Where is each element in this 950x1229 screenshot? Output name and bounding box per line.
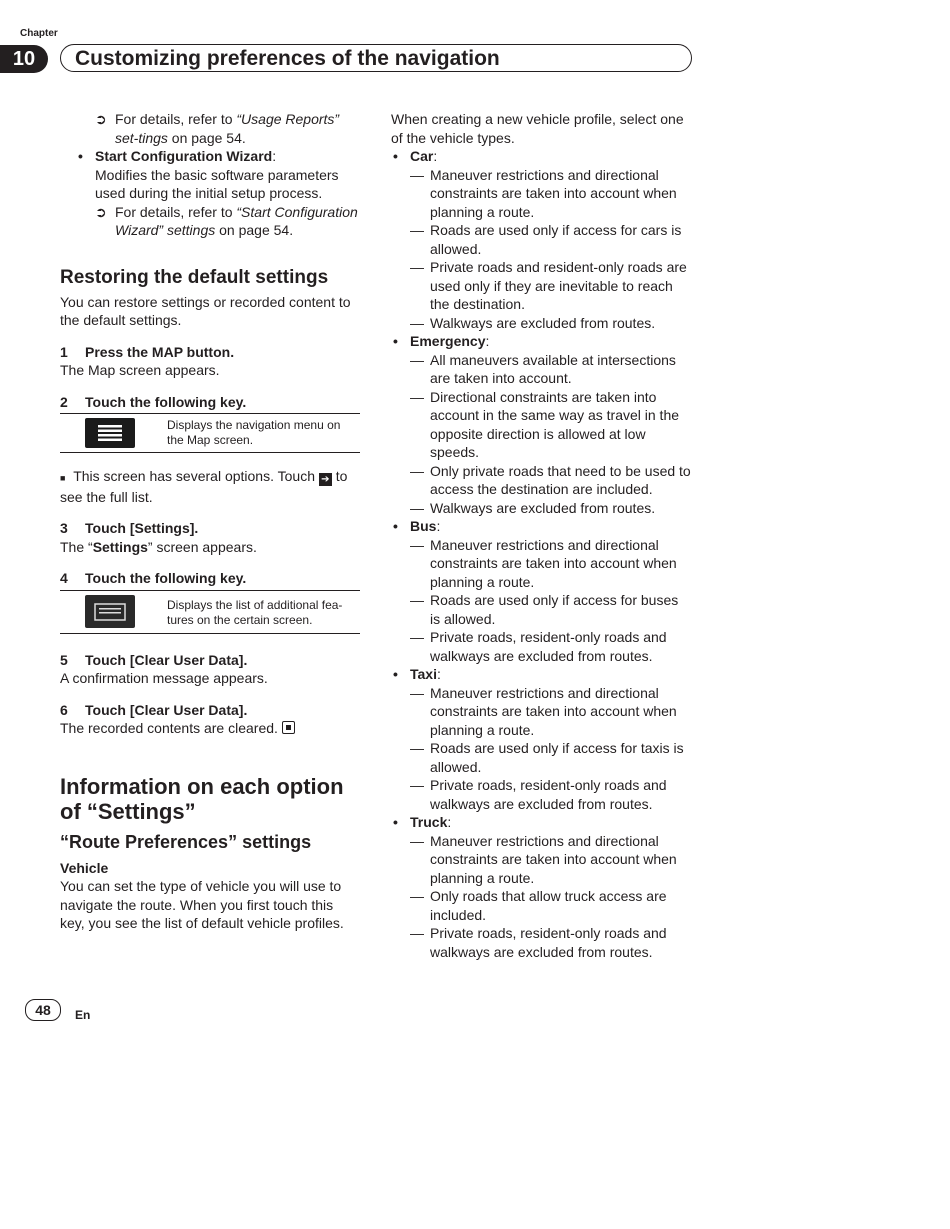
step-3-result: The “Settings” screen appears. — [60, 538, 257, 555]
dash-marker: — — [410, 740, 424, 756]
vehicle-constraint-text: All maneuvers available at intersections are taken into account. — [430, 351, 676, 386]
note-several-options: ■ This screen has several options. Touch ➔ to see the full list. — [60, 468, 348, 505]
reference-start-configuration-wizard: ➲ For details, refer to “Start Configuration Wizard” settings on page 54. — [95, 203, 358, 238]
vehicle-description: You can set the type of vehicle you will use to navigate the route. When you first touch this key, you see the list of default vehicle profiles. — [60, 878, 344, 931]
vehicle-type-name: Truck — [410, 814, 448, 830]
vehicle-constraint-item — [391, 536, 691, 592]
dash-marker: — — [410, 684, 424, 701]
bullet-dot-icon: • — [393, 814, 398, 830]
additional-features-key-icon[interactable] — [85, 595, 135, 628]
vehicle-type-item: • Car: — [393, 148, 438, 164]
bullet-dot-icon: • — [393, 333, 398, 349]
dash-marker: — — [410, 832, 424, 849]
step-6: 6 Touch [Clear User Data]. — [60, 701, 248, 718]
vehicle-constraint-text: Maneuver restrictions and directional constraints are taken into account when planning a route. — [430, 166, 677, 220]
left-column — [60, 110, 360, 933]
vehicle-constraint-item — [391, 499, 691, 518]
vehicle-intro: When creating a new vehicle profile, select one of the vehicle types. — [391, 111, 684, 146]
vehicle-constraint-text: Roads are used only if access for cars is allowed. — [430, 222, 682, 257]
chapter-number-tab: 10 — [0, 45, 48, 73]
chapter-title-box — [60, 44, 692, 72]
key-table-additional — [60, 590, 360, 634]
bullet-dot-icon: • — [78, 148, 83, 164]
vehicle-type-name: Car — [410, 148, 434, 164]
dash-marker: — — [410, 777, 424, 793]
step-5: 5 Touch [Clear User Data]. — [60, 651, 248, 668]
dash-marker: — — [410, 536, 424, 553]
vehicle-constraint-text: Private roads and resident-only roads are used only if they are inevitable to reach the destination. — [430, 259, 687, 312]
vehicle-constraint-item — [391, 924, 691, 961]
key-description-menu: Displays the navigation menu on the Map screen. — [167, 418, 341, 447]
vehicle-constraint-text: Walkways are excluded from routes. — [430, 314, 656, 331]
reference-arrow-icon: ➲ — [95, 111, 107, 127]
vehicle-constraint-text: Private roads, resident-only roads and walkways are excluded from routes. — [430, 629, 667, 664]
chapter-label: Chapter — [20, 28, 58, 39]
vehicle-constraint-text: Only roads that allow truck access are included. — [430, 888, 667, 923]
menu-key-icon[interactable] — [85, 418, 135, 448]
vehicle-type-name: Bus — [410, 518, 437, 534]
step-1-result: The Map screen appears. — [60, 362, 220, 378]
step-1: 1 Press the MAP button. — [60, 343, 235, 360]
vehicle-constraint-item — [391, 591, 691, 628]
vehicle-constraint-text: Private roads, resident-only roads and walkways are excluded from routes. — [430, 925, 667, 960]
vehicle-type-item: • Taxi: — [393, 666, 441, 682]
dash-marker: — — [410, 166, 424, 183]
note-square-icon: ■ — [60, 473, 66, 483]
bullet-dot-icon: • — [393, 666, 398, 682]
step-6-result: The recorded contents are cleared. — [60, 719, 360, 738]
dash-marker: — — [410, 351, 424, 368]
vehicle-constraint-text: Directional constraints are taken into account in the same way as travel in the opposite direction is allowed at low speeds. — [430, 388, 680, 460]
key-table-menu — [60, 413, 360, 453]
dash-marker: — — [410, 259, 424, 275]
vehicle-constraint-item — [391, 314, 691, 333]
restore-intro: You can restore settings or recorded content to the default settings. — [60, 293, 351, 328]
vehicle-constraint-text: Maneuver restrictions and directional constraints are taken into account when planning a route. — [430, 536, 677, 590]
vehicle-constraint-item — [391, 462, 691, 499]
dash-marker: — — [410, 925, 424, 941]
dash-marker: — — [410, 888, 424, 904]
vehicle-constraint-item — [391, 258, 691, 314]
end-mark-icon — [282, 721, 295, 734]
vehicle-type-item: • Emergency: — [393, 333, 490, 349]
vehicle-heading: Vehicle — [60, 859, 109, 876]
vehicle-constraint-item — [391, 628, 691, 665]
step-2: 2 Touch the following key. — [60, 393, 247, 410]
step-4: 4 Touch the following key. — [60, 570, 247, 586]
vehicle-type-name: Taxi — [410, 666, 437, 682]
next-arrow-icon: ➔ — [319, 473, 332, 486]
vehicle-constraint-item — [391, 221, 691, 258]
section-heading-restore: Restoring the default settings — [60, 266, 329, 288]
vehicle-constraint-text: Walkways are excluded from routes. — [430, 499, 656, 516]
vehicle-constraint-item — [391, 388, 691, 462]
vehicle-constraint-item — [391, 166, 691, 222]
section-heading-information: Information on each option of “Settings” — [60, 773, 344, 824]
vehicle-constraint-item — [391, 776, 691, 813]
page-number: 48 — [25, 999, 61, 1021]
bullet-dot-icon: • — [393, 148, 398, 164]
vehicle-type-list — [391, 147, 691, 961]
dash-marker: — — [410, 629, 424, 645]
bullet-start-configuration-wizard: • Start Configuration Wizard: Modifies the basic software parameters used during the initial setup process. — [78, 148, 339, 201]
vehicle-constraint-text: Private roads, resident-only roads and walkways are excluded from routes. — [430, 777, 667, 812]
vehicle-type-name: Emergency — [410, 333, 486, 349]
vehicle-constraint-text: Roads are used only if access for buses is allowed. — [430, 592, 679, 627]
vehicle-constraint-text: Maneuver restrictions and directional constraints are taken into account when planning a route. — [430, 832, 677, 886]
vehicle-constraint-item — [391, 832, 691, 888]
vehicle-type-item: • Truck: — [393, 814, 452, 830]
key-description-additional: Displays the list of additional fea-tures on the certain screen. — [167, 597, 343, 627]
vehicle-constraint-item — [391, 684, 691, 740]
vehicle-constraint-text: Maneuver restrictions and directional constraints are taken into account when planning a route. — [430, 684, 677, 738]
dash-marker: — — [410, 499, 424, 516]
vehicle-constraint-text: Roads are used only if access for taxis is allowed. — [430, 740, 684, 775]
vehicle-constraint-text: Only private roads that need to be used to access the destination are included. — [430, 462, 691, 497]
dash-marker: — — [410, 388, 424, 405]
language-label: En — [75, 1008, 91, 1022]
dash-marker: — — [410, 592, 424, 608]
dash-marker: — — [410, 222, 424, 238]
bullet-dot-icon: • — [393, 518, 398, 534]
dash-marker: — — [410, 314, 424, 331]
vehicle-type-item: • Bus: — [393, 518, 441, 534]
dash-marker: — — [410, 462, 424, 479]
vehicle-constraint-item — [391, 739, 691, 776]
reference-arrow-icon: ➲ — [95, 203, 107, 220]
vehicle-constraint-item — [391, 887, 691, 924]
vehicle-constraint-item — [391, 351, 691, 388]
step-3: 3 Touch [Settings]. — [60, 520, 199, 536]
step-5-result: A confirmation message appears. — [60, 670, 268, 686]
right-column — [391, 110, 691, 961]
reference-usage-reports: ➲ For details, refer to “Usage Reports” set-tings on page 54. — [95, 111, 340, 146]
subsection-heading-route-preferences: “Route Preferences” settings — [60, 831, 312, 852]
chapter-title: Customizing preferences of the navigation — [75, 47, 500, 70]
